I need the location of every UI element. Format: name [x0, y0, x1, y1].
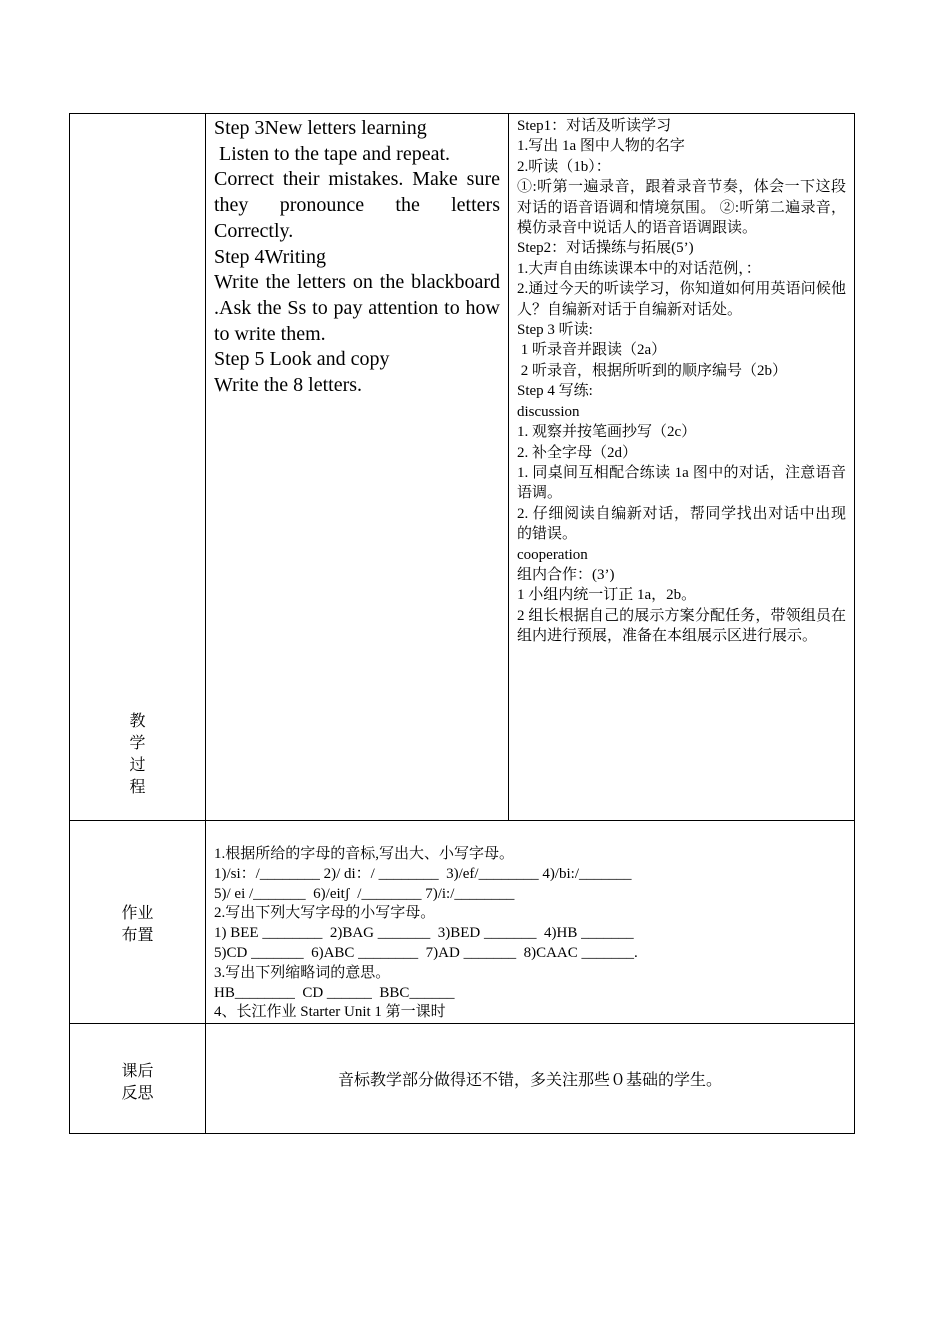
teacher-step-3-line-1: Listen to the tape and repeat. [214, 142, 451, 165]
homework-label-cell [70, 821, 206, 1024]
teacher-step-3-heading: Step 3New letters learning [214, 117, 427, 139]
student-activity-line: Step1：对话及听读学习 [517, 118, 672, 134]
student-activity-line: 1 听录音并跟读（2a） [517, 342, 667, 359]
teacher-step-4-heading: Step 4Writing [214, 245, 326, 268]
reflection-content-cell [206, 1024, 855, 1134]
homework-line: 1)/si：/________ 2)/ di：/ ________ 3)/ef/________ 4)/bi:/_______ [214, 865, 632, 882]
student-activity-line: Step 4 写练: [517, 383, 593, 400]
student-activity-line: 2 听录音，根据所听到的顺序编号（2b） [517, 362, 788, 379]
student-activity-line: 1.写出 1a 图中人物的名字 [517, 138, 685, 155]
student-activity-line: 2. 补全字母（2d） [517, 444, 638, 461]
lesson-plan-table [69, 113, 855, 1134]
homework-line: 1) BEE ________ 2)BAG _______ 3)BED _______ 4)HB _______ [214, 925, 634, 942]
reflection-label-cell [70, 1024, 206, 1134]
homework-line: 2.写出下列大写字母的小写字母。 [214, 905, 436, 922]
student-activity-line: discussion [517, 403, 580, 420]
student-activity-line: 1 小组内统一订正 1a，2b。 [517, 587, 697, 604]
teacher-step-4-line-1: Write the letters on the blackboard .Ask the Ss to pay attention to how to write them. [214, 271, 500, 345]
student-activity-line: 组内合作：(3’) [517, 566, 615, 583]
student-activity-line: 1. 观察并按笔画抄写（2c） [517, 424, 697, 441]
teaching-process-row [70, 114, 855, 821]
student-activity-line: 2. 仔细阅读自编新对话，帮同学找出对话中出现的错误。 [517, 505, 846, 543]
student-activity-line: 1.大声自由练读课本中的对话范例，： [517, 260, 761, 277]
teaching-process-label-cell [70, 114, 206, 821]
student-activity-line: 2.听读（1b）： [517, 158, 611, 175]
student-activity-line: 2 组长根据自己的展示方案分配任务，带领组员在组内进行预展，准备在本组展示区进行展示。 [517, 607, 846, 645]
teacher-step-5-heading: Step 5 Look and copy [214, 348, 390, 371]
teacher-step-3-line-2: Correct their mistakes. Make sure they pronounce the letters Correctly. [214, 168, 500, 242]
homework-row [70, 821, 855, 1024]
student-activity-line: Step 3 听读: [517, 322, 593, 339]
reflection-label: 课后 反思 [121, 1061, 154, 1103]
homework-line: 4、长江作业 Starter Unit 1 第一课时 [214, 1004, 446, 1021]
student-activity-line: 2.通过今天的听读学习，你知道如何用英语问候他人？自编新对话于自编新对话处。 [517, 281, 846, 318]
teacher-activities-cell [206, 114, 509, 821]
homework-line: 5)CD _______ 6)ABC ________ 7)AD _______ 8)CAAC _______. [214, 944, 638, 961]
homework-content-cell [206, 821, 855, 1024]
homework-line: 5)/ ei /_______ 6)/eitʃ /________ 7)/i:/________ [214, 885, 515, 902]
student-activity-line: ①:听第一遍录音，跟着录音节奏，体会一下这段对话的语音语调和情境氛围。 ②:听第二遍录音，模仿录音中说话人的语音语调跟读。 [517, 179, 846, 237]
homework-line: 1.根据所给的字母的音标,写出大、小写字母。 [214, 846, 515, 862]
reflection-text: 音标教学部分做得还不错，多关注那些０基础的学生。 [337, 1070, 722, 1090]
student-activities-cell [509, 114, 855, 821]
homework-line: 3.写出下列缩略词的意思。 [214, 964, 391, 981]
teacher-step-5-line-1: Write the 8 letters. [214, 374, 363, 397]
homework-line: HB________ CD ______ BBC______ [214, 984, 455, 1001]
teaching-process-label: 教 学 过 程 [129, 711, 146, 796]
student-activity-line: 1. 同桌间互相配合练读 1a 图中的对话，注意语音语调。 [517, 464, 846, 502]
student-activity-line: cooperation [517, 546, 588, 563]
homework-label: 作业 布置 [121, 903, 154, 944]
reflection-row [70, 1024, 855, 1134]
student-activity-line: Step2：对话操练与拓展(5’) [517, 240, 694, 257]
